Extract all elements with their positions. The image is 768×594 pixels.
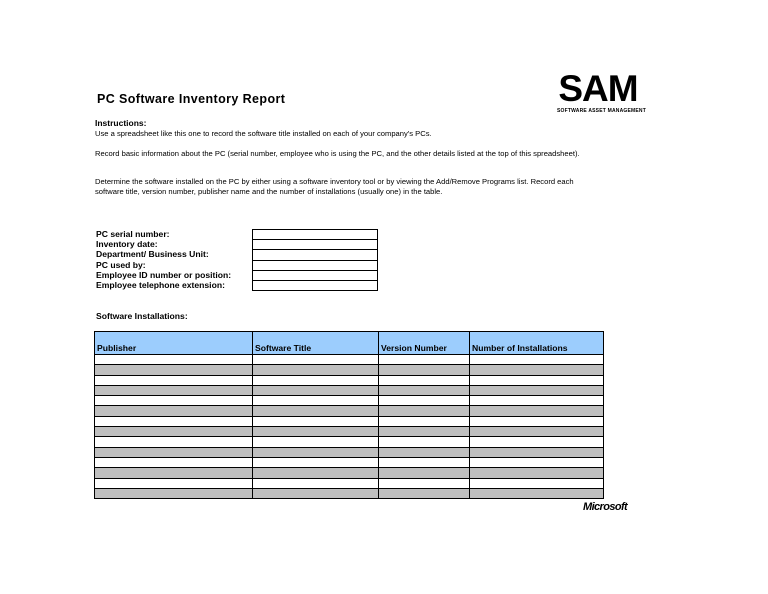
table-row	[95, 457, 604, 467]
table-cell[interactable]	[95, 365, 253, 375]
software-table	[94, 331, 604, 499]
page-title: PC Software Inventory Report	[97, 92, 286, 106]
employee-phone-field[interactable]	[252, 280, 378, 291]
table-cell[interactable]	[379, 385, 470, 395]
table-row	[95, 437, 604, 447]
table-cell[interactable]	[253, 406, 379, 416]
column-header-publisher: Publisher	[95, 332, 253, 355]
table-cell[interactable]	[253, 427, 379, 437]
table-cell[interactable]	[253, 385, 379, 395]
table-cell[interactable]	[253, 457, 379, 467]
table-cell[interactable]	[470, 468, 604, 478]
table-cell[interactable]	[253, 488, 379, 498]
employee-id-field[interactable]	[252, 270, 378, 280]
instructions-paragraph: Use a spreadsheet like this one to record the software title installed on each of your company's PCs.	[95, 129, 432, 138]
table-cell[interactable]	[379, 478, 470, 488]
table-cell[interactable]	[379, 355, 470, 365]
table-cell[interactable]	[379, 457, 470, 467]
table-cell[interactable]	[253, 375, 379, 385]
table-cell[interactable]	[95, 437, 253, 447]
table-cell[interactable]	[95, 447, 253, 457]
department-field[interactable]	[252, 249, 378, 259]
table-cell[interactable]	[379, 365, 470, 375]
table-cell[interactable]	[470, 447, 604, 457]
table-cell[interactable]	[253, 478, 379, 488]
table-row	[95, 427, 604, 437]
sam-logo	[557, 68, 646, 114]
table-row	[95, 375, 604, 385]
table-row	[95, 406, 604, 416]
table-row	[95, 355, 604, 365]
table-cell[interactable]	[95, 478, 253, 488]
table-cell[interactable]	[470, 488, 604, 498]
table-cell[interactable]	[95, 427, 253, 437]
column-header-software-title: Software Title	[253, 332, 379, 355]
table-cell[interactable]	[95, 355, 253, 365]
pc-info-fields	[252, 229, 378, 291]
table-cell[interactable]	[95, 385, 253, 395]
table-row	[95, 488, 604, 498]
table-cell[interactable]	[253, 468, 379, 478]
table-cell[interactable]	[253, 437, 379, 447]
table-body	[95, 355, 604, 499]
table-cell[interactable]	[379, 396, 470, 406]
table-row	[95, 396, 604, 406]
table-cell[interactable]	[379, 427, 470, 437]
instructions-heading: Instructions:	[95, 118, 147, 128]
table-cell[interactable]	[470, 355, 604, 365]
table-cell[interactable]	[379, 437, 470, 447]
table-cell[interactable]	[379, 488, 470, 498]
table-cell[interactable]	[379, 416, 470, 426]
pc-serial-label: PC serial number:	[96, 229, 170, 239]
table-cell[interactable]	[379, 468, 470, 478]
table-cell[interactable]	[253, 365, 379, 375]
table-cell[interactable]	[470, 375, 604, 385]
sam-logo-text: SAM	[558, 68, 638, 109]
table-cell[interactable]	[95, 416, 253, 426]
table-cell[interactable]	[470, 385, 604, 395]
table-cell[interactable]	[470, 478, 604, 488]
table-cell[interactable]	[95, 406, 253, 416]
table-cell[interactable]	[379, 406, 470, 416]
table-cell[interactable]	[470, 365, 604, 375]
table-cell[interactable]	[253, 416, 379, 426]
column-header-number-of-installations: Number of Installations	[470, 332, 604, 355]
table-row	[95, 478, 604, 488]
inventory-date-field[interactable]	[252, 239, 378, 249]
table-cell[interactable]	[95, 457, 253, 467]
table-cell[interactable]	[95, 375, 253, 385]
table-row	[95, 416, 604, 426]
software-installations-heading: Software Installations:	[96, 311, 188, 321]
table-cell[interactable]	[253, 396, 379, 406]
table-row	[95, 385, 604, 395]
table-cell[interactable]	[470, 427, 604, 437]
table-row	[95, 468, 604, 478]
department-label: Department/ Business Unit:	[96, 249, 209, 260]
instructions-paragraph: Record basic information about the PC (serial number, employee who is using the PC, and the other details listed at the top of this spreadsheet).	[95, 149, 580, 158]
table-cell[interactable]	[470, 416, 604, 426]
table-cell[interactable]	[95, 468, 253, 478]
microsoft-logo: Microsoft	[583, 501, 628, 513]
table-cell[interactable]	[253, 355, 379, 365]
table-cell[interactable]	[379, 375, 470, 385]
table-cell[interactable]	[470, 406, 604, 416]
table-cell[interactable]	[470, 396, 604, 406]
table-header-row	[95, 332, 604, 355]
employee-phone-label: Employee telephone extension:	[96, 280, 225, 291]
table-cell[interactable]	[470, 437, 604, 447]
pc-used-by-field[interactable]	[252, 260, 378, 270]
pc-used-by-label: PC used by:	[96, 259, 146, 270]
inventory-date-label: Inventory date:	[96, 239, 158, 250]
table-row	[95, 365, 604, 375]
table-cell[interactable]	[95, 488, 253, 498]
pc-info-labels	[96, 229, 231, 290]
table-cell[interactable]	[253, 447, 379, 457]
employee-id-label: Employee ID number or position:	[96, 269, 232, 280]
table-cell[interactable]	[95, 396, 253, 406]
sam-logo-subtitle: SOFTWARE ASSET MANAGEMENT	[557, 108, 646, 114]
table-cell[interactable]	[470, 457, 604, 467]
column-header-version-number: Version Number	[379, 332, 470, 355]
table-row	[95, 447, 604, 457]
pc-serial-field[interactable]	[252, 229, 378, 239]
instructions-paragraph: Determine the software installed on the PC by either using a software inventory tool or by viewing the Add/Remove Programs list. Record each software title, version number, publisher name and the number of installations (usually one) in the table.	[95, 177, 574, 196]
table-cell[interactable]	[379, 447, 470, 457]
